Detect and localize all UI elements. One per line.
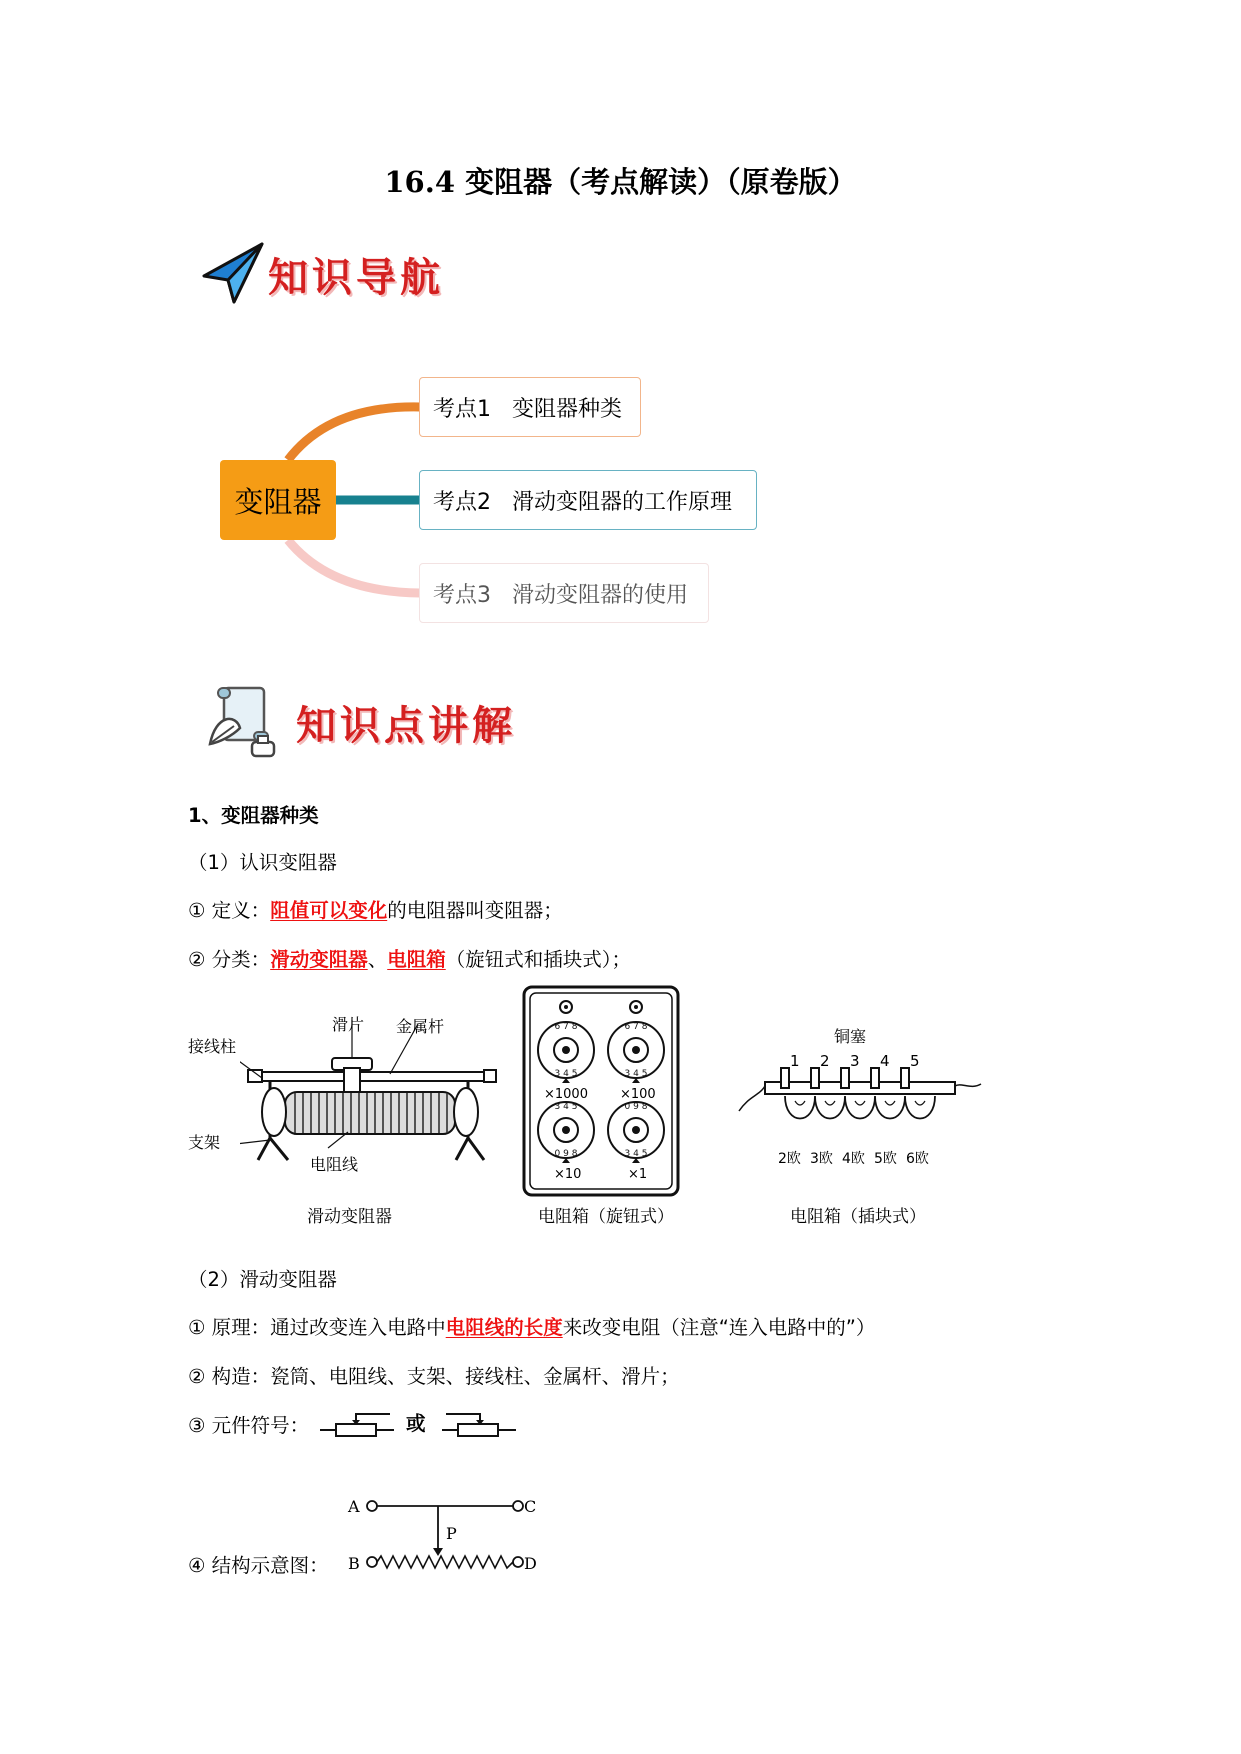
caption-plug-box: 电阻箱（插块式）: [790, 1207, 926, 1227]
plug-ohm-1: 2欧: [778, 1151, 801, 1167]
svg-text:6 7 8: 6 7 8: [624, 1022, 648, 1032]
svg-text:3 4 5: 3 4 5: [624, 1149, 648, 1159]
classification-highlight-2: 电阻箱: [387, 948, 446, 971]
mindmap-node-3[interactable]: 考点3 滑动变阻器的使用: [419, 563, 709, 623]
schematic-label-B: B: [348, 1554, 360, 1573]
banner-knowledge-explain: 知识点讲解: [296, 702, 516, 749]
scroll-quill-icon: [206, 684, 282, 760]
svg-text:6 7 8: 6 7 8: [554, 1022, 578, 1032]
definition-line: [188, 901, 563, 921]
caption-rheostat: 滑动变阻器: [307, 1207, 392, 1227]
plug-ohm-3: 4欧: [842, 1151, 865, 1167]
definition-prefix: ① 定义：: [188, 899, 271, 922]
rheostat-symbol-1: [318, 1410, 396, 1440]
schematic-label-A: A: [348, 1497, 360, 1516]
svg-text:0 9 8: 0 9 8: [554, 1149, 578, 1159]
label-resistance-wire: 电阻线: [310, 1155, 359, 1174]
mindmap-root: 变阻器: [220, 460, 336, 540]
subheading-2: （2）滑动变阻器: [188, 1268, 337, 1291]
classification-sep: 、: [367, 948, 388, 971]
plug-num-1: 1: [790, 1052, 800, 1070]
schematic-prefix: ④ 结构示意图：: [188, 1554, 329, 1577]
label-x10: ×10: [554, 1167, 582, 1182]
principle-line: [188, 1318, 875, 1338]
rheostat-figure: [240, 1020, 500, 1190]
plug-num-2: 2: [820, 1052, 830, 1070]
schematic-label-P: P: [446, 1524, 457, 1543]
principle-highlight: 电阻线的长度: [445, 1316, 563, 1339]
plug-num-4: 4: [880, 1052, 890, 1070]
plug-num-5: 5: [910, 1052, 920, 1070]
label-slider: 滑片: [332, 1015, 365, 1034]
symbol-prefix: ③ 元件符号：: [188, 1414, 310, 1437]
label-stand: 支架: [188, 1133, 221, 1152]
classification-suffix: （旋钮式和插块式）；: [445, 948, 631, 971]
plug-ohm-2: 3欧: [810, 1151, 833, 1167]
classification-prefix: ② 分类：: [188, 948, 271, 971]
principle-suffix: 来改变电阻（注意“连入电路中的”）: [562, 1316, 876, 1339]
mindmap-node-2[interactable]: 考点2 滑动变阻器的工作原理: [419, 470, 757, 530]
plug-ohm-5: 6欧: [906, 1151, 929, 1167]
label-binding-post: 接线柱: [188, 1037, 237, 1056]
principle-prefix: ① 原理：通过改变连入电路中: [188, 1316, 446, 1339]
rheostat-symbol-2: [440, 1410, 518, 1440]
definition-highlight: 阻值可以变化: [270, 899, 388, 922]
section-heading: 1、变阻器种类: [188, 804, 319, 827]
schematic-label-C: C: [524, 1497, 537, 1516]
label-copper-plug: 铜塞: [834, 1027, 867, 1046]
page-title: 16.4 变阻器（考点解读）（原卷版）: [384, 165, 857, 199]
schematic-label-D: D: [524, 1554, 537, 1573]
mindmap-node-1[interactable]: 考点1 变阻器种类: [419, 377, 641, 437]
svg-text:0 9 8: 0 9 8: [624, 1102, 648, 1112]
plug-ohm-4: 5欧: [874, 1151, 897, 1167]
definition-suffix: 的电阻器叫变阻器；: [387, 899, 563, 922]
banner-knowledge-nav: 知识导航: [268, 254, 444, 301]
label-x100: ×100: [620, 1087, 656, 1102]
symbol-or: 或: [406, 1412, 426, 1435]
plug-resistance-box: [735, 1056, 985, 1156]
svg-text:3 4 5: 3 4 5: [624, 1069, 648, 1079]
svg-text:3 4 5: 3 4 5: [554, 1069, 578, 1079]
classification-highlight-1: 滑动变阻器: [270, 948, 368, 971]
structure-line: ② 构造：瓷筒、电阻线、支架、接线柱、金属杆、滑片；: [188, 1365, 680, 1388]
label-metal-bar: 金属杆: [396, 1017, 445, 1036]
caption-knob-box: 电阻箱（旋钮式）: [538, 1207, 674, 1227]
svg-text:3 4 5: 3 4 5: [554, 1102, 578, 1112]
subheading-1: （1）认识变阻器: [188, 851, 337, 874]
label-x1000: ×1000: [544, 1087, 588, 1102]
plug-num-3: 3: [850, 1052, 860, 1070]
classification-line: [188, 950, 631, 970]
label-x1: ×1: [628, 1167, 648, 1182]
